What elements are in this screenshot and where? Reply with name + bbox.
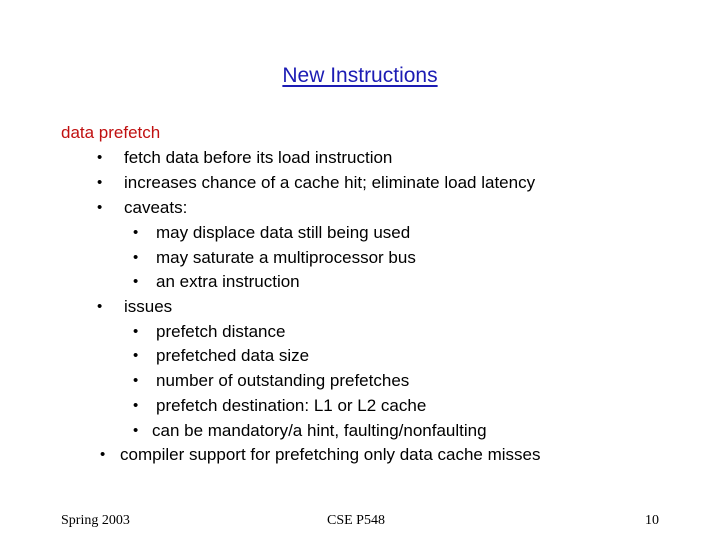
bullet-glyph: •	[133, 422, 139, 439]
page-number: 10	[645, 513, 659, 528]
list-item: prefetched data size	[156, 346, 310, 365]
list-item: prefetch destination: L1 or L2 cache	[156, 396, 427, 415]
bullet-glyph: •	[97, 174, 103, 191]
bullet-glyph: •	[97, 199, 103, 216]
bullet-glyph: •	[100, 446, 106, 463]
bullet-glyph: •	[133, 397, 139, 414]
list-item: number of outstanding prefetches	[156, 371, 410, 390]
list-item: issues	[124, 297, 173, 316]
bullet-glyph: •	[97, 149, 103, 166]
list-item: fetch data before its load instruction	[124, 148, 393, 167]
slide-title: New Instructions	[282, 64, 438, 87]
list-item: caveats:	[124, 198, 188, 217]
bullet-glyph: •	[133, 224, 139, 241]
bullet-glyph: •	[133, 249, 139, 266]
bullet-glyph: •	[133, 347, 139, 364]
bullet-glyph: •	[133, 273, 139, 290]
list-item: prefetch distance	[156, 322, 286, 341]
list-item: increases chance of a cache hit; eliminate load latency	[124, 173, 536, 192]
footer-course: CSE P548	[327, 513, 385, 528]
list-item: may displace data still being used	[156, 223, 411, 242]
bullet-glyph: •	[133, 323, 139, 340]
bullet-glyph: •	[133, 372, 139, 389]
section-heading: data prefetch	[61, 123, 161, 142]
bullet-glyph: •	[97, 298, 103, 315]
footer-date: Spring 2003	[61, 513, 130, 528]
list-item: compiler support for prefetching only data cache misses	[120, 445, 541, 464]
list-item: an extra instruction	[156, 272, 300, 291]
list-item: can be mandatory/a hint, faulting/nonfaulting	[152, 421, 487, 440]
list-item: may saturate a multiprocessor bus	[156, 248, 416, 267]
